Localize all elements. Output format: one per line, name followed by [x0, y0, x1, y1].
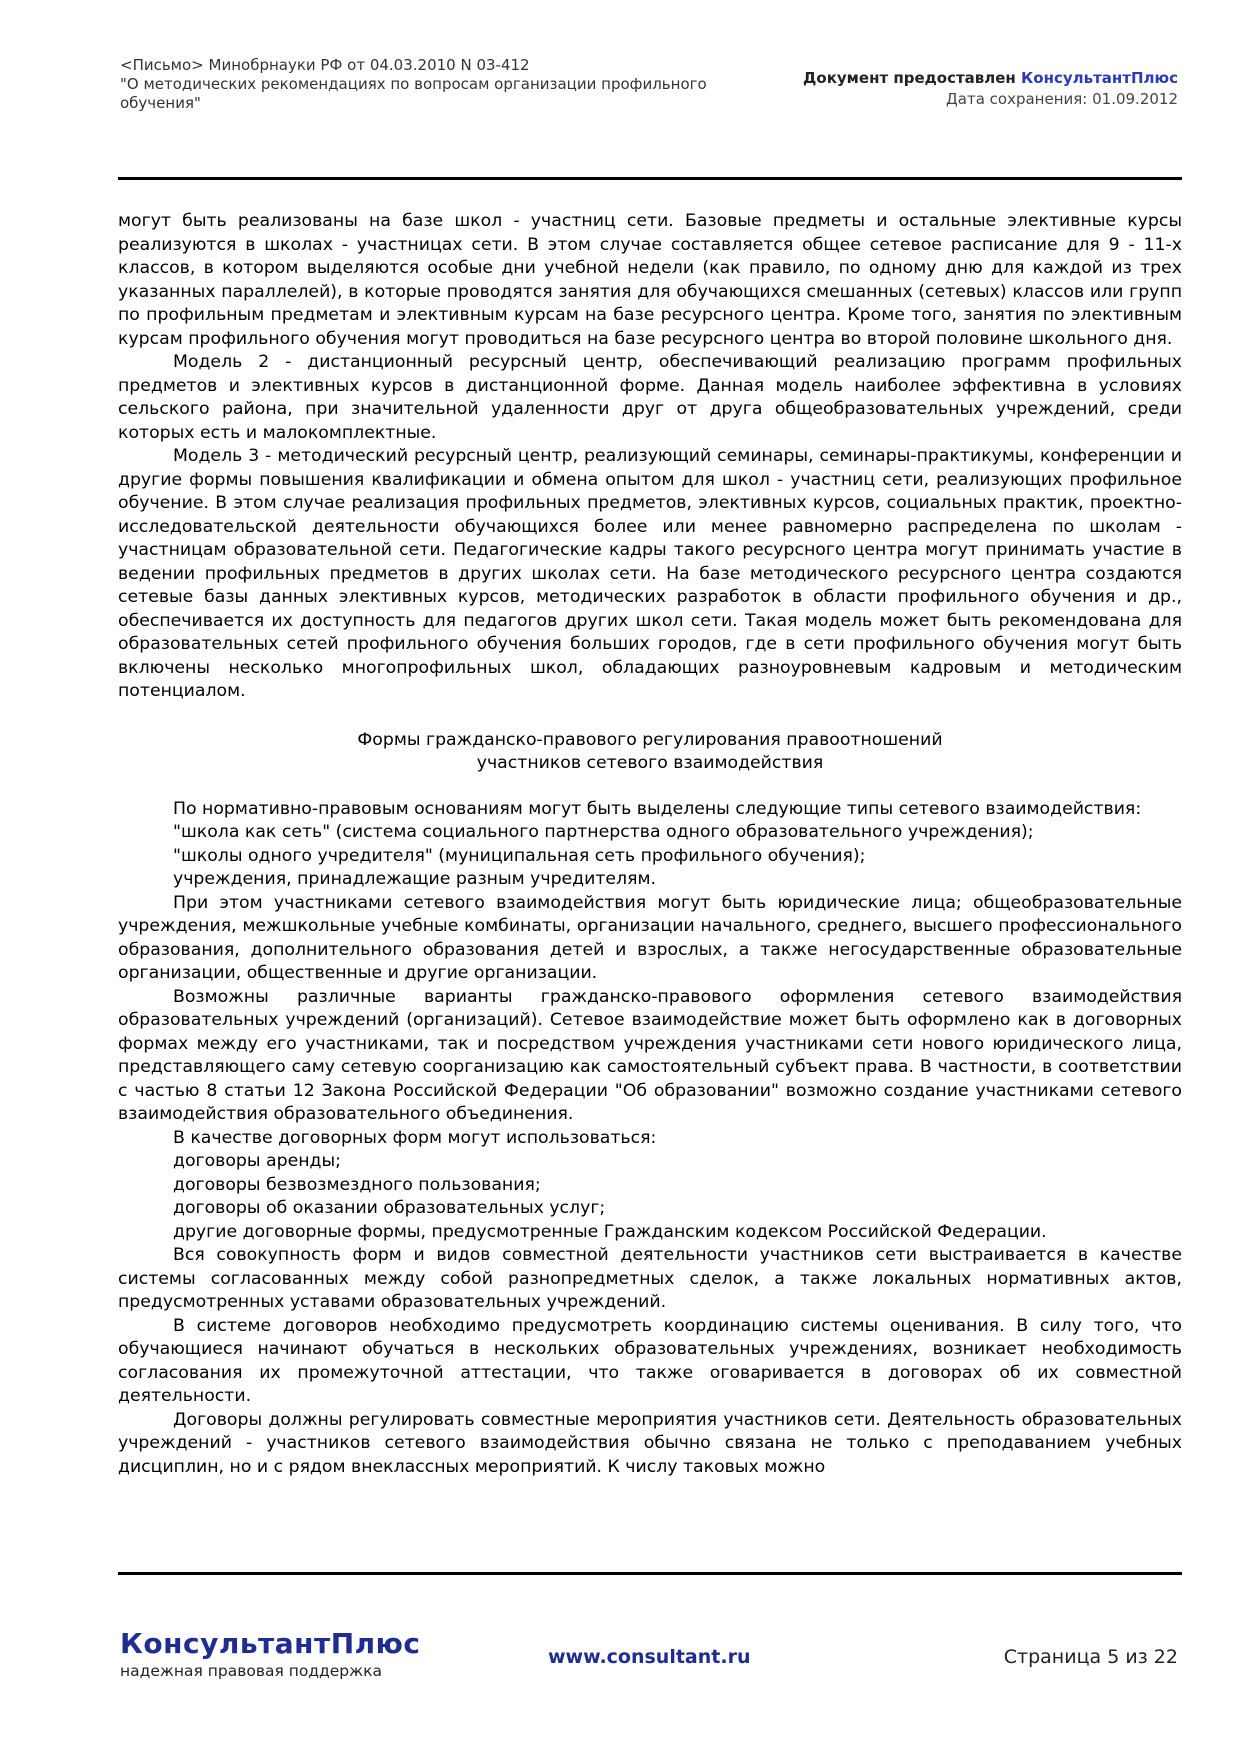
- document-title-line: обучения": [120, 94, 201, 112]
- website-link[interactable]: www.consultant.ru: [548, 1646, 751, 1668]
- logo-name: КонсультантПлюс: [120, 1627, 421, 1660]
- section-heading-line: Формы гражданско-правового регулирования правоотношений: [357, 729, 943, 750]
- body-paragraph: Вся совокупность форм и видов совместной деятельности участников сети выстраивается в качестве системы согласованных между собой разнопредметных сделок, а также локальных нормативных актов, предусмотренных уставами образовательных учреждений.: [118, 1245, 1182, 1312]
- section-heading-line: участников сетевого взаимодействия: [476, 753, 824, 773]
- footer-divider: [118, 1572, 1182, 1575]
- document-title-line: <Письмо> Минобрнауки РФ от 04.03.2010 N 03-412: [120, 56, 530, 74]
- body-paragraph: Договоры должны регулировать совместные мероприятия участников сети. Деятельность образовательных учреждений - участников сетевого взаимодействия обычно связана не только с преподаванием учебных дисциплин, но и с рядом внеклассных мероприятий. К числу таковых можно: [118, 1409, 1182, 1477]
- document-title-block: [120, 56, 707, 113]
- consultant-logo: [120, 1628, 421, 1680]
- header-divider: [118, 177, 1182, 180]
- spacer: [118, 704, 1182, 729]
- body-paragraph: В системе договоров необходимо предусмотреть координацию системы оценивания. В силу того, что обучающиеся начинают обучаться в нескольких образовательных учреждениях, возникает необходимость согласования их промежуточной аттестации, что также оговаривается в договорах об их совместной деятельности.: [118, 1315, 1182, 1406]
- provided-brand-link[interactable]: КонсультантПлюс: [1021, 69, 1178, 87]
- body-paragraph: Возможны различные варианты гражданско-правового оформления сетевого взаимодействия образовательных учреждений (организаций). Сетевое взаимодействие может быть оформлено как в договорных формах между его участниками, так и посредством учреждения участниками сети нового юридического лица, представляющего саму сетевую соорганизацию как самостоятельный субъект права. В частности, в соответствии с частью 8 статьи 12 Закона Российской Федерации "Об образовании" возможно создание участниками сетевого взаимодействия образовательного объединения.: [118, 986, 1182, 1124]
- list-item: договоры об оказании образовательных услуг;: [173, 1198, 606, 1218]
- body-paragraph: Модель 2 - дистанционный ресурсный центр, обеспечивающий реализацию программ профильных предметов и элективных курсов в дистанционной форме. Данная модель наиболее эффективна в условиях сельского района, при значительной удаленности друг от друга общеобразовательных учреждений, среди которых есть и малокомплектные.: [118, 352, 1182, 443]
- body-paragraph: При этом участниками сетевого взаимодействия могут быть юридические лица; общеобразовательные учреждения, межшкольные учебные комбинаты, организации начального, среднего, высшего профессионального образования, дополнительного образования детей и взрослых, а также негосударственные образовательные организации, общественные и другие организации.: [118, 892, 1182, 983]
- provided-by: [803, 68, 1178, 89]
- body-paragraph: Модель 3 - методический ресурсный центр, реализующий семинары, семинары-практикумы, конференции и другие формы повышения квалификации и обмена опытом для школ - участниц сети, реализующих профильное обучение. В этом случае реализация профильных предметов, элективных курсов, социальных практик, проектно-исследовательской деятельности обучающихся более или менее равномерно распределена по школам - участницам образовательной сети. Педагогические кадры такого ресурсного центра могут принимать участие в ведении профильных предметов в других школах сети. На базе методического ресурсного центра создаются сетевые базы данных элективных курсов, методических разработок в области профильного обучения и др., обеспечивается их доступность для педагогов других школ сети. Такая модель может быть рекомендована для образовательных сетей профильного обучения больших городов, где в сети профильного обучения могут быть включены несколько многопрофильных школ, обладающих разноуровневым кадровым и методическим потенциалом.: [118, 446, 1182, 701]
- body-paragraph: В качестве договорных форм могут использоваться:: [173, 1127, 657, 1148]
- body-paragraph: могут быть реализованы на базе школ - участниц сети. Базовые предметы и остальные элективные курсы реализуются в школах - участницах сети. В этом случае составляется общее сетевое расписание для 9 - 11-х классов, в котором выделяются особые дни учебной недели (как правило, по одному дню для каждой из трех указанных параллелей), в которые проводятся занятия для обучающихся смешанных (сетевых) классов или групп по профильным предметам и элективным курсам на базе ресурсного центра. Кроме того, занятия по элективным курсам профильного обучения могут проводиться на базе ресурсного центра во второй половине школьного дня.: [118, 211, 1182, 349]
- document-body: [118, 210, 1182, 1479]
- body-paragraph: По нормативно-правовым основаниям могут быть выделены следующие типы сетевого взаимодействия:: [173, 798, 1142, 819]
- list-item: договоры аренды;: [173, 1151, 341, 1171]
- list-item: договоры безвозмездного пользования;: [173, 1174, 541, 1195]
- provided-prefix: Документ предоставлен: [803, 69, 1022, 87]
- provider-block: [803, 68, 1178, 110]
- list-item: "школа как сеть" (система социального партнерства одного образовательного учреждения);: [173, 822, 1034, 842]
- logo-slogan: надежная правовая поддержка: [120, 1662, 382, 1680]
- page-number: Страница 5 из 22: [1003, 1646, 1178, 1668]
- list-item: учреждения, принадлежащие разным учредителям.: [173, 869, 657, 889]
- spacer: [118, 776, 1182, 798]
- list-item: "школы одного учредителя" (муниципальная сеть профильного обучения);: [173, 845, 866, 866]
- document-title-line: "О методических рекомендациях по вопросам организации профильного: [120, 75, 707, 93]
- list-item: другие договорные формы, предусмотренные Гражданским кодексом Российской Федерации.: [173, 1221, 1047, 1242]
- saved-date: Дата сохранения: 01.09.2012: [946, 90, 1178, 108]
